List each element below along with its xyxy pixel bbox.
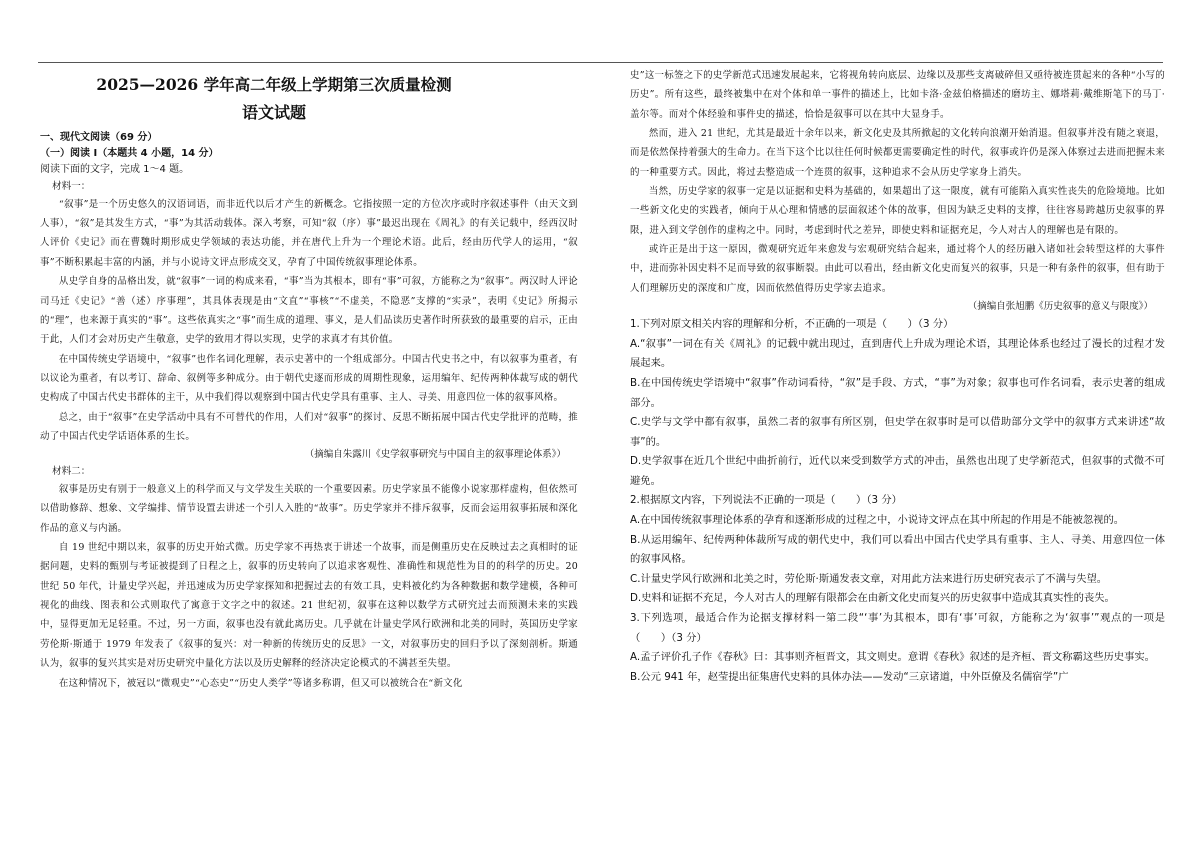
material2-paragraph: 在这种情况下，被冠以“微观史”“心态史”“历史人类学”等诸多称谓，但又可以被统合在“新文化 bbox=[58, 677, 463, 689]
question-1-option-d: D.史学叙事在近几个世纪中曲折前行，近代以来受到数学方式的冲击，虽然也出现了史学新范式，但叙事的式微不可避免。 bbox=[630, 455, 1165, 487]
question-1-option-a: A.“叙事”一词在有关《周礼》的记载中就出现过，直到唐代上升成为理论术语，其理论体系也经过了漫长的过程才发展起来。 bbox=[630, 337, 1165, 370]
question-3-option-b: B.公元 941 年，赵莹提出征集唐代史料的具体办法——发动“三京诸道，中外臣僚及名儒宿学”广 bbox=[630, 670, 1069, 683]
question-3-option-a: A.孟子评价孔子作《春秋》曰：其事则齐桓晋文，其文则史。意谓《春秋》叙述的是齐桓、晋文称霸这些历史事实。 bbox=[630, 651, 1155, 664]
material2-paragraph: 或许正是出于这一原因，微观研究近年来愈发与宏观研究结合起来，通过将个人的经历融入诸如社会转型这样的大事件中，进而弥补因史料不足而导致的叙事断裂。由此可以看出，经由新文化史而复兴的叙事，只是一种有条件的叙事，但有助于人们理解历史的深度和广度，因而依然值得历史学家去追求。 bbox=[630, 244, 1165, 294]
material1-paragraph: 在中国传统史学语境中，“叙事”也作名词化理解，表示史著中的一个组成部分。中国古代史书之中，有以叙事为重者，有以议论为重者，有以考订、辞命、叙例等多种成分。由于朝代史逐而形成的周期性现象，运用编年、纪传两种体裁写成的朝代史构成了中国古代史书群体的主干，从中我们得以观察到中国古代史学具有重事、主人、寻美、用意四位一体的叙事风格。 bbox=[40, 353, 578, 404]
material1-paragraph: “叙事”是一个历史悠久的汉语词语，而非近代以后才产生的新概念。它指按照一定的方位次序或时序叙述事件（由天文到人事），“叙”是其发生方式，“事”为其活动载体。深入考察，可知“叙（序）事”最迟出现在《周礼》的有关记载中，经西汉时人评价《史记》而在曹魏时期形成史学领域的表达功能，并在唐代上升为一个理论术语。此后，经由历代学人的运用，“叙事”不断积累起丰富的内涵，并与小说诗文评点形成交叉，孕育了中国传统叙事理论体系。 bbox=[40, 198, 578, 268]
exam-title: 2025—2026 学年高二年级上学期第三次质量检测 bbox=[96, 75, 452, 94]
material2-paragraph: 然而，进入 21 世纪，尤其是最近十余年以来，新文化史及其所掀起的文化转向浪潮开始消退。但叙事并没有随之衰退，而是依然保持着强大的生命力。在当下这个比以往任何时候都更需要确定性的时代，叙事或许仍是深入体察过去进而把握未来的一种重要方式。因此，将过去整造成一个连贯的叙事，这种追求不会从历史学家身上消失。 bbox=[630, 128, 1165, 178]
material1-paragraph: 总之，由于“叙事”在史学活动中具有不可替代的作用，人们对“叙事”的探讨、反思不断拓展中国古代史学批评的范畴，推动了中国古代史学话语体系的生长。 bbox=[40, 411, 578, 442]
question-1-stem: 1.下列对原文相关内容的理解和分析，不正确的一项是（ ）（3 分） bbox=[630, 318, 954, 331]
material1-paragraph: 从史学自身的品格出发，就“叙事”一词的构成来看，“事”当为其根本，即有“事”可叙，方能称之为“叙事”。两汉时人评论司马迁《史记》“善（述）序事理”，其具体表现是由“文直”“事核”“不虚美，不隐恶”支撑的“实录”，表明《史记》所揭示的“理”，也来源于真实的“事”。这些依真实之“事”而生成的道理、事义，是人们品读历史著作时所获致的最重要的启示，正由于此，人们才会对历史产生敬意，史学的致用才得以实现，史学的求真才有其价值。 bbox=[40, 276, 578, 346]
question-2-option-c: C.计量史学风行欧洲和北美之时，劳伦斯·斯通发表文章，对用此方法来进行历史研究表示了不满与失望。 bbox=[630, 572, 1108, 585]
instruction: 阅读下面的文字，完成 1～4 题。 bbox=[40, 164, 190, 175]
material2-paragraph: 自 19 世纪中期以来，叙事的历史开始式微。历史学家不再热衷于讲述一个故事，而是侧重历史在反映过去之真相时的证据问题，史料的甄别与考证被提到了日程之上，叙事的历史转向了以追求客观性、准确性和规范性为目的的科学的历史。20 世纪 50 年代，计量史学兴起，并迅速成为历史学家探知和把握过去的有效工具，史料被化约为各种数据和数学建模，各种可视化的曲线、图表和公式则取代了寓意于文字之中的叙述。21 世纪初，叙事在这种以数学方式研究过去而预测未来的实践中，显得更加无足轻重。不过，另一方面，叙事也没有就此离历史。几乎就在计量史学风行欧洲和北美的同时，英国历史学家劳伦斯·斯通于 1979 年发表了《叙事的复兴：对一种新的传统历史的反思》一文，对叙事历史的回归予以了深刻剖析。斯通认为，叙事的复兴其实是对历史研究中量化方法以及历史解释的经济决定论模式的不满甚至失望。 bbox=[40, 542, 578, 670]
left-column bbox=[40, 66, 578, 849]
material1-source: （摘编自朱露川《史学叙事研究与中国自主的叙事理论体系》） bbox=[304, 449, 566, 461]
section-heading: 一、现代文阅读（69 分） bbox=[40, 132, 158, 143]
right-column bbox=[630, 66, 1165, 849]
material2-source: （摘编自张旭鹏《历史叙事的意义与限度》） bbox=[967, 301, 1153, 313]
question-2-option-a: A.在中国传统叙事理论体系的孕育和逐渐形成的过程之中，小说诗文评点在其中所起的作用是不能被忽视的。 bbox=[630, 514, 1125, 527]
subsection-heading: （一）阅读 I（本题共 4 小题，14 分） bbox=[40, 148, 219, 159]
question-3-stem: 3.下列选项，最适合作为论据支撑材料一第二段“‘事’为其根本，即有‘事’可叙，方能称之为‘叙事’”观点的一项是（ ）（3 分） bbox=[630, 612, 1165, 644]
exam-subject: 语文试题 bbox=[241, 103, 306, 122]
material2-paragraph: 史”这一标签之下的史学新范式迅速发展起来，它将视角转向底层、边缘以及那些支离破碎但又亟待被连贯起来的各种“小写的历史”。所有这些，最终被集中在对个体和单一事件的描述上，比如卡洛·金兹伯格描述的磨坊主、娜塔莉·戴维斯笔下的马丁·盖尔等。而对个体经验和事件史的描述，恰恰是叙事可以在其中大显身手。 bbox=[630, 70, 1165, 120]
material2-paragraph: 当然，历史学家的叙事一定是以证据和史料为基础的，如果超出了这一限度，就有可能陷入真实性丧失的危险境地。比如一些新文化史的实践者，倾向于从心理和情感的层面叙述个体的故事，但因为缺乏史料的支撑，往往容易跨越历史叙事的界限，进入到文学创作的虚构之中。同时，考虑到时代之差异，即使史料和证据充足，今人对古人的理解也是有限的。 bbox=[630, 186, 1165, 236]
question-2-option-d: D.史料和证据不充足，今人对古人的理解有限都会在由新文化史而复兴的历史叙事中造成其真实性的丧失。 bbox=[630, 592, 1115, 605]
header-rule bbox=[38, 62, 1163, 63]
material2-label: 材料二： bbox=[52, 466, 91, 478]
material1-label: 材料一： bbox=[52, 181, 91, 192]
question-1-option-c: C.史学与文学中都有叙事，虽然二者的叙事有所区别，但史学在叙事时是可以借助部分文学中的叙事方式来讲述“故事”的。 bbox=[630, 416, 1165, 448]
question-2-option-b: B.从运用编年、纪传两种体裁所写成的朝代史中，我们可以看出中国古代史学具有重事、主人、寻美、用意四位一体的叙事风格。 bbox=[630, 533, 1165, 566]
material2-paragraph: 叙事是历史有别于一般意义上的科学而又与文学发生关联的一个重要因素。历史学家虽不能像小说家那样虚构，但依然可以借助修辞、想象、文学编排、情节设置去讲述一个引人入胜的“故事”。历史学家并不排斥叙事，反而会运用叙事拓展和深化作品的意义与内涵。 bbox=[40, 484, 578, 534]
question-1-option-b: B.在中国传统史学语境中“叙事”作动词看待，“叙”是手段、方式，“事”为对象；叙事也可作名词看，表示史著的组成部分。 bbox=[630, 376, 1165, 409]
question-2-stem: 2.根据原文内容，下列说法不正确的一项是（ ）（3 分） bbox=[630, 494, 902, 507]
